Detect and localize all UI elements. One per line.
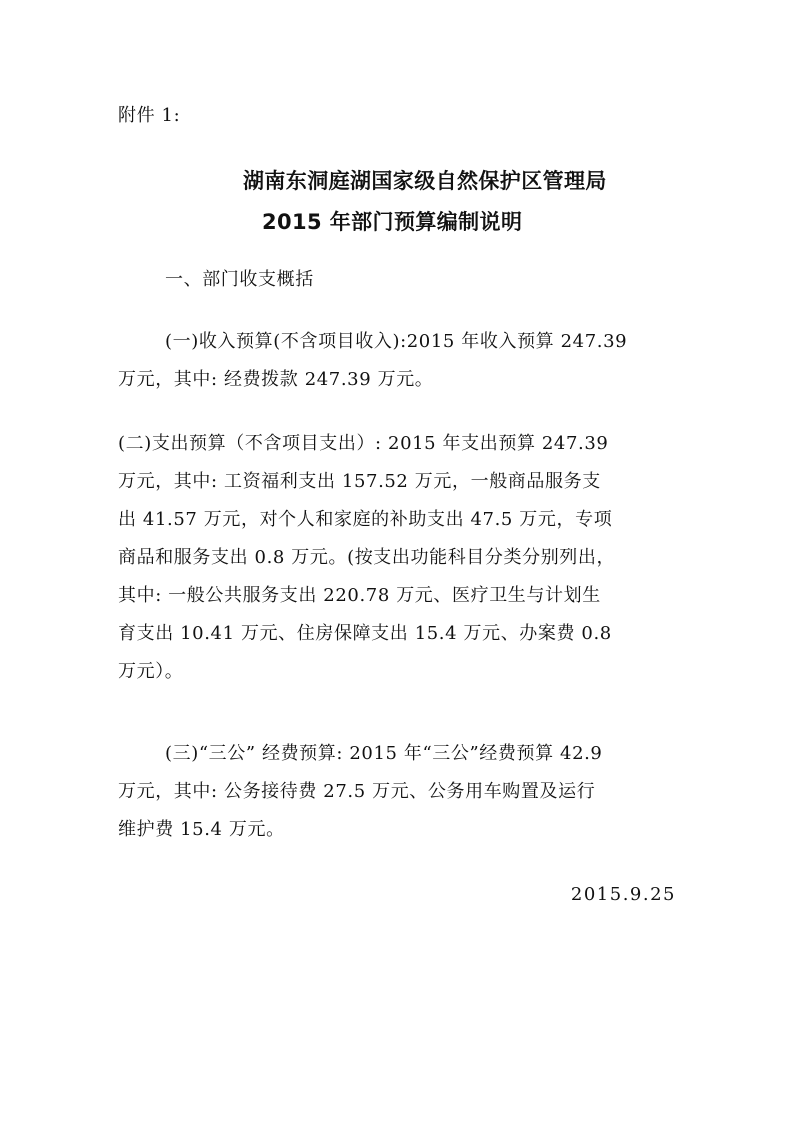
annex-label: 附件 1: xyxy=(118,105,181,126)
paragraph-line: 万元，其中: 工资福利支出 157.52 万元，一般商品服务支 xyxy=(118,471,601,492)
paragraph-line: 万元）。 xyxy=(118,661,184,682)
paragraph-line: 万元，其中: 经费拨款 247.39 万元。 xyxy=(118,369,434,390)
three-public-budget-paragraph xyxy=(118,735,678,849)
document-title-line-1: 湖南东洞庭湖国家级自然保护区管理局 xyxy=(243,169,607,193)
paragraph-line: 商品和服务支出 0.8 万元。(按支出功能科目分类分别列出， xyxy=(118,547,616,568)
paragraph-line: 出 41.57 万元，对个人和家庭的补助支出 47.5 万元，专项 xyxy=(118,509,613,530)
paragraph-line: 维护费 15.4 万元。 xyxy=(118,819,285,840)
document-title-line-2: 2015 年部门预算编制说明 xyxy=(262,210,523,234)
document-date: 2015.9.25 xyxy=(570,884,676,905)
paragraph-line: 其中: 一般公共服务支出 220.78 万元、医疗卫生与计划生 xyxy=(118,585,601,606)
expenditure-budget-paragraph xyxy=(118,425,678,691)
paragraph-line: (三)“三公” 经费预算: 2015 年“三公”经费预算 42.9 xyxy=(165,743,603,764)
paragraph-line: 万元，其中: 公务接待费 27.5 万元、公务用车购置及运行 xyxy=(118,781,596,802)
paragraph-line: (一)收入预算(不含项目收入):2015 年收入预算 247.39 xyxy=(165,331,628,352)
section-heading: 一、部门收支概括 xyxy=(165,269,314,290)
paragraph-line: (二)支出预算（不含项目支出）: 2015 年支出预算 247.39 xyxy=(118,433,609,454)
income-budget-paragraph xyxy=(118,323,678,399)
paragraph-line: 育支出 10.41 万元、住房保障支出 15.4 万元、办案费 0.8 xyxy=(118,623,612,644)
